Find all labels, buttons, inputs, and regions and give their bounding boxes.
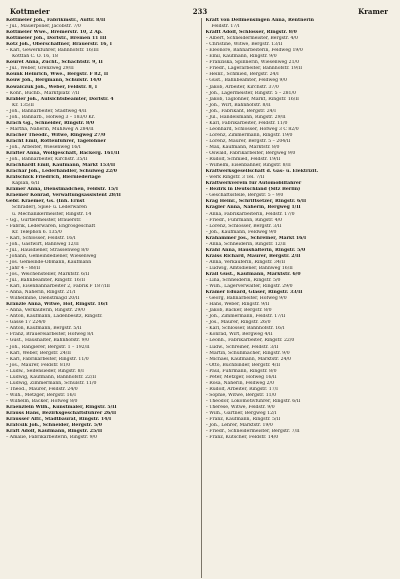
- directory-entry: – Joh., Fabrikant, Bergstr. 24/I: [205, 108, 276, 114]
- directory-entry: Schrader), Spiel- u. Lederwaren: [12, 205, 87, 211]
- directory-entry: Kr. 135/II: [12, 102, 34, 108]
- directory-entry: – Franziska, Spinnerin, Wiesenweg 21/0: [205, 60, 299, 66]
- directory-entry: Kraftwerkverein für Automobilfahrer: [205, 181, 302, 187]
- directory-entry: – Karl, Schlosser, Bahnhofstr. 16/I: [205, 326, 285, 332]
- page-number: 233: [192, 7, 208, 16]
- directory-entry: – Anna, Näherin, Ringstr. 21/I: [6, 290, 76, 296]
- directory-entry: Kracht Emil, Rottenführer, Tagelöhner: [6, 138, 106, 144]
- directory-entry: – Franz, Brauereiarbeiter, Hofweg 8/I: [6, 332, 94, 338]
- directory-entry: Krabler Joh., Aufsichtsbeamter, Dorfstr. 4: [6, 96, 114, 102]
- directory-entry: – Lorenz, Zimmermann, Ringstr. 19/0: [205, 132, 293, 138]
- directory-entry: Kraemer Konrad, Verwaltungsassistent 28/II: [6, 193, 121, 199]
- directory-entry: – Konr., Buchb., Marktplatz 7/II: [6, 90, 80, 96]
- directory-entry: – Anna, Fabrikarbeiterin, Feldstr. 17/0: [205, 211, 295, 217]
- directory-entry: – Joh., Kaufmann, Feldweg 9/0: [205, 229, 277, 235]
- directory-entry: – Joh., Lagermeister, Ringstr. 5 – 281/0: [205, 90, 296, 96]
- directory-entry: – Leonh., Fabrikarbeiter, Ringstr. 22/0: [205, 338, 295, 344]
- directory-entry: – Jahr 4 – 88/II: [6, 265, 41, 271]
- directory-entry: – Georg, Bahnarbeiter, Hofweg 9/0: [205, 296, 287, 302]
- right-column: [201, 18, 395, 578]
- directory-entry: – Jul., Bahnbeamter, Ringstr. 16/II: [6, 278, 86, 284]
- directory-entry: – Friedr., Schneidermeister, Bergstr. 7/II: [205, 429, 300, 435]
- directory-entry: – Heinr., Schmied, Bergstr. 24/I: [205, 72, 279, 78]
- directory-entry: – Johann, Gemeindediener, Wiesenweg: [6, 253, 97, 259]
- directory-entry: – Lina, Schneiderin, Ringstr. 5/0: [205, 278, 281, 284]
- directory-entry: – Fabrik, Lederwaren, Engrosgeschäft: [6, 223, 96, 229]
- directory-entry: – Joh., Bahnarb., Hofweg 3 – 183/0 Kr.: [6, 114, 95, 120]
- page-header: [6, 4, 394, 18]
- directory-entry: – Jos., Maurer, Feldstr. 81/0: [6, 362, 71, 368]
- directory-entry: Kottmeier Wwe., Bremerstr. 10, 2 Ap.: [6, 30, 103, 36]
- directory-entry: – Therese, Witwe, Feldstr. 9/0: [205, 405, 275, 410]
- directory-entry: Kraenzlein Wilh., Kunstmaler, Ringstr. 5/II: [6, 405, 117, 410]
- directory-entry: – Jos., Maurer, Ringstr. 26/0: [205, 320, 271, 326]
- directory-entry: – Jakob, Taglöhner, Markt, Ringstr. 16/II: [205, 96, 299, 102]
- directory-entry: Krahammer Jos., Schreiner, Markt 16/I: [205, 235, 307, 241]
- directory-entry: Kraft Adolf, Kaufmann, Ringstr. 25/II: [6, 429, 103, 435]
- directory-entry: – Eleonore, Bahnarbeiterin, Feldweg 19/0: [205, 48, 303, 54]
- directory-entry: – Leonhard, Schlosser, Hofweg 3 C 82/0: [205, 126, 299, 132]
- directory-entry: Krämer Anna, Dienstmädchen, Feldstr. 15/I: [6, 187, 118, 193]
- directory-entry: Krauss Hans, Bezirksgeschäftsführer 26/II: [6, 411, 117, 417]
- directory-entry: Kr. Telephon 6. 135/0: [12, 229, 62, 235]
- directory-entry: – Otto, Buchbinder, Bergstr. 4/II: [205, 362, 281, 368]
- directory-entry: Krachhardt Emil, Kaufmann, Markt 153/II: [6, 163, 116, 169]
- directory-entry: Krafter Anna, Wollgeschäft, Bäckerg. 161/II: [6, 151, 120, 157]
- directory-entry: – Ludwig, Kaufmann, Bahnhofstr. 22/II: [6, 374, 97, 380]
- directory-entry: – Joh., Gastwirt, Bahnweg 12/II: [6, 241, 79, 247]
- directory-entry: – Jos. Gemeinde-Obmann, Kaufmann: [6, 259, 92, 265]
- directory-entry: – Oswald, Fabrikarbeiter, Bergweg 9/0: [205, 151, 296, 157]
- directory-entry: – Lorenz, Schlosser, Bergstr. 3/II: [205, 223, 282, 229]
- directory-entry: Kracher Theodr., Witwe, Ringweg 27/0: [6, 132, 106, 138]
- directory-entry: – Christine, Witwe, Bergstr. 13/II: [205, 42, 283, 48]
- directory-entry: – Wilh., Metzger, Bergstr. 16/I: [6, 392, 76, 398]
- directory-entry: – Joh., Lehrer, Marktstr. 19/0: [205, 423, 273, 429]
- directory-entry: – Wilhelm, Bäcker, Hofweg 8/0: [6, 398, 78, 404]
- directory-entry: – Jakob, Arbeiter, Kirchstr. 37/0: [205, 84, 279, 90]
- directory-entry: – Ludw., Schreiner, Feldstr. 3/II: [205, 344, 279, 350]
- directory-entry: Kragler Anna, Näherin, Bergweg 1/II: [205, 205, 301, 211]
- directory-entry: – Gg., Gürtlermeister, Brauerstr.: [6, 217, 82, 223]
- directory-entry: Kraiss Richard, Maurer, Bergstr. 2/II: [205, 253, 301, 259]
- directory-entry: – Max, Kaufmann, Marktstr. 8/0: [205, 144, 280, 150]
- directory-entry: – Joh., Bahnarbeiter, Stadtweg 4/II: [6, 108, 87, 114]
- directory-entry: – Karl, Weber, Bergstr. 24/II: [6, 350, 71, 356]
- directory-entry: – Albert, Schneidermeister, Bergstr. 4/0: [205, 36, 298, 42]
- directory-entry: Krag Heinr., Schriftsetzer, Ringstr. 6/II: [205, 199, 307, 205]
- directory-entry: – Joh., Bahnarbeiter, Kirchstr. 35/II: [6, 157, 88, 163]
- directory-entry: Kouw Joh., Bergmann, Schulstr. 14/0: [6, 78, 102, 84]
- directory-entry: – Wilhelmine, Dienstmagd 20/II: [6, 296, 80, 302]
- directory-entry: Krafcsik Joh., Schneider, Bergstr. 5/0: [6, 423, 102, 429]
- directory-entry: – werk Ringstr. 3 Tel. 7/II: [205, 175, 265, 181]
- directory-entry: Kotz Joh., Oberschaffner, Brauerstr. 16, I: [6, 42, 112, 48]
- directory-entry: Kränzle Anna, Witwe, Hof, Ringstr. 16/I: [6, 302, 108, 308]
- directory-entry: – Gasse 17 224/0: [6, 320, 46, 326]
- directory-entry: Kottfäh C. O. 16, 18: [12, 54, 58, 60]
- directory-entry: – Franz, Kutscher, Feldstr. 14/0: [205, 435, 279, 441]
- left-column: [6, 18, 195, 578]
- header-right-keyword: Kramer: [358, 7, 388, 16]
- directory-entry: – Friedr., Lagerarbeiter, Bahnhofstr. 19/II: [205, 66, 303, 72]
- directory-entry: – Sophie, Witwe, Bergstr. 11/0: [205, 392, 277, 398]
- directory-entry: – Karl, Eisenbahnarbeiter 2, Fabrik F 187/III: [6, 284, 110, 290]
- directory-entry: – Anton, Kaufmann, Ladenbesitz, Ringstr.: [6, 314, 103, 320]
- directory-entry: – Lorenz, Maurer, Bergstr. 5 – 204/II: [205, 138, 291, 144]
- directory-entry: – Jul., Hausdiener, Strassenweg 8/0: [6, 247, 89, 253]
- directory-entry: – Karl, Gewerkführer, Bahnhofstr. 16/III: [6, 48, 99, 54]
- directory-entry: Kottmeier Joh., Dorfstr., Bremen 11 III: [6, 36, 107, 42]
- directory-entry: Krahl Anna, Haushälterin, Ringstr. 5/0: [205, 247, 306, 253]
- directory-entry: – Ludwig, Zimmermann, Schulstr. 11/0: [6, 380, 97, 386]
- directory-entry: – Jul., Weber, Grenzweg 29/II: [6, 66, 74, 72]
- directory-entry: – Anna, Schneiderin, Ringstr. 12/II: [205, 241, 286, 247]
- directory-entry: – Amalie, Fabrikarbeiterin, Ringstr. 9/0: [6, 435, 97, 441]
- directory-entry: – Michael, Kaufmann, Marktstr. 24/0: [205, 356, 291, 362]
- directory-entry: – Friedr., Fuhrmann, Ringstr. 4/0: [205, 217, 283, 223]
- directory-entry: – Wilh., Gärtner, Bergweg 12/I: [205, 411, 277, 417]
- directory-entry: Kowalczuk Joh., Weber, Feldstr. 8, I: [6, 84, 97, 90]
- directory-entry: – Karl, Fabrikarbeiter, Ringstr. 11/0: [6, 356, 89, 362]
- directory-columns: [6, 18, 394, 578]
- directory-entry: Kraftwerksgesellschaft d. Gas- u. Elektrizit.: [205, 169, 319, 175]
- directory-entry: Krachar Joh., Lederhändler, Schulweg 22/0: [6, 169, 117, 175]
- directory-entry: – Martha, Näherin, Mühlweg A 284/II: [6, 126, 94, 132]
- directory-entry: – Jul., Handelsmann, Ringstr. 29/II: [205, 114, 286, 120]
- directory-entry: – Jos., Weichensteller, Marktstr. 6/II: [6, 271, 90, 277]
- directory-entry: – Paul, Fuhrmann, Ringstr. 8/0: [205, 368, 277, 374]
- directory-entry: – Rudolf, Arbeiter, Ringstr. 17/I: [205, 386, 278, 392]
- directory-entry: Kounk Heinrich, Wwe., Bergstr. F 82, II: [6, 72, 109, 78]
- directory-entry: – Theod., Maurer, Feldstr. 24/0: [6, 386, 78, 392]
- directory-entry: – Joh., Rangierer, Bergstr. 1 – 192/II: [6, 344, 90, 350]
- directory-entry: Kramer Eduard, Glaser, Ringstr. 33/II: [205, 290, 303, 296]
- directory-entry: Krafft Adolf, Schlosser, Ringstr. 8/0: [205, 30, 297, 36]
- directory-entry: – Peter, Metzger, Hofweg 16/II: [205, 374, 277, 380]
- directory-entry: Kaplan, 6/II: [12, 181, 40, 187]
- directory-entry: Kraft von Dellmensingen Anna, Rentnerin: [205, 18, 314, 23]
- directory-entry: Feldstr. 17/I: [211, 24, 240, 30]
- directory-entry: – Anton, Kaufmann, Bergstr. 5/II: [6, 326, 82, 332]
- directory-entry: – Karl, Schlosser, Feldstr. 16/I: [6, 235, 76, 241]
- directory-entry: – Bezirk in Deutschland (Sitz Berlin): [205, 187, 301, 193]
- directory-entry: – Martin, Schuhmacher, Ringstr. 9/0: [205, 350, 290, 356]
- directory-entry: Kottmeier Joh., Fabrikmstr., Auftr. 8/II: [6, 18, 106, 23]
- directory-entry: – Franz, Kaufmann, Ringstr. 5/II: [205, 417, 281, 423]
- directory-entry: – Joh., Zimmermann, Feldstr. 17/II: [205, 314, 286, 320]
- directory-entry: u. Mechanikermeister, Ringstr. 14: [12, 211, 92, 217]
- directory-entry: – Jul., Mauerpolier, Jacobstr. 7/0: [6, 24, 81, 30]
- directory-entry: – Ludw., Seifensieder, Ringstr. 8/I: [6, 368, 84, 374]
- directory-entry: – Joh., Wirt, Bahnhofstr. 8/II: [205, 102, 271, 108]
- directory-entry: – Wilhelm, Eisenbahner, Ringstr. 8/II: [205, 163, 291, 169]
- directory-entry: – Gust., Bahnbeamter, Feldweg 9/0: [205, 78, 287, 84]
- directory-entry: Kräfschick Friedrich, Bierniederlage: [6, 175, 101, 181]
- directory-entry: – Karl, Fabrikarbeiter, Feldstr. 11/0: [205, 120, 288, 126]
- directory-entry: Kouret Anna, Zucht., Schachtstr. 9, II: [6, 60, 103, 66]
- header-left-keyword: Kottmeier: [10, 7, 50, 16]
- directory-entry: – Konrad, Wirt, Bergweg 4/II: [205, 332, 273, 338]
- directory-entry: – Emil, Kaufmann, Ringstr. 9/0: [205, 54, 277, 60]
- directory-entry: – Hans, Weber, Ringstr. 9/II: [205, 302, 270, 308]
- directory-entry: Kräusser Alfr., Stadtbaurat, Ringstr. 14/I: [6, 417, 112, 423]
- directory-entry: – Anna, Verkäuferin, Ringstr. 29/0: [6, 308, 85, 314]
- directory-entry: – Geschäftsstelle, Bergstr. 5 – 9/0: [205, 193, 284, 199]
- directory-entry: – Jakob, Bäcker, Bergstr. 8/0: [205, 308, 272, 314]
- directory-entry: – Theodor, Lokomotivführer, Ringstr. 6/II: [205, 398, 301, 404]
- directory-entry: – Rosa, Näherin, Feldweg 2/0: [205, 380, 274, 386]
- directory-entry: – Anna, Verkäuferin, Ringstr. 34/II: [205, 259, 286, 265]
- directory-entry: – Gust., Haushälter, Bahnhofstr. 9/0: [6, 338, 90, 344]
- directory-entry: Gebr. Kraemer, Gs. (Inh. Ernst: [6, 199, 85, 205]
- directory-entry: – Ludwig, Amtsdiener, Bahnweg 16/II: [205, 265, 293, 271]
- directory-entry: – Rudolf, Schmied, Feldstr. 19/II: [205, 157, 281, 163]
- directory-entry: Krach Gg., Schneider, Ringstr. 8/0: [6, 120, 95, 126]
- directory-entry: – Wilh., Lagerverwalter, Ringstr. 29/0: [205, 284, 293, 290]
- directory-entry: Krall Gust., Kaufmann, Marktstr. 6/0: [205, 271, 301, 277]
- directory-entry: – Joh., Arbeiter, Wiesenweg 16/I: [6, 144, 81, 150]
